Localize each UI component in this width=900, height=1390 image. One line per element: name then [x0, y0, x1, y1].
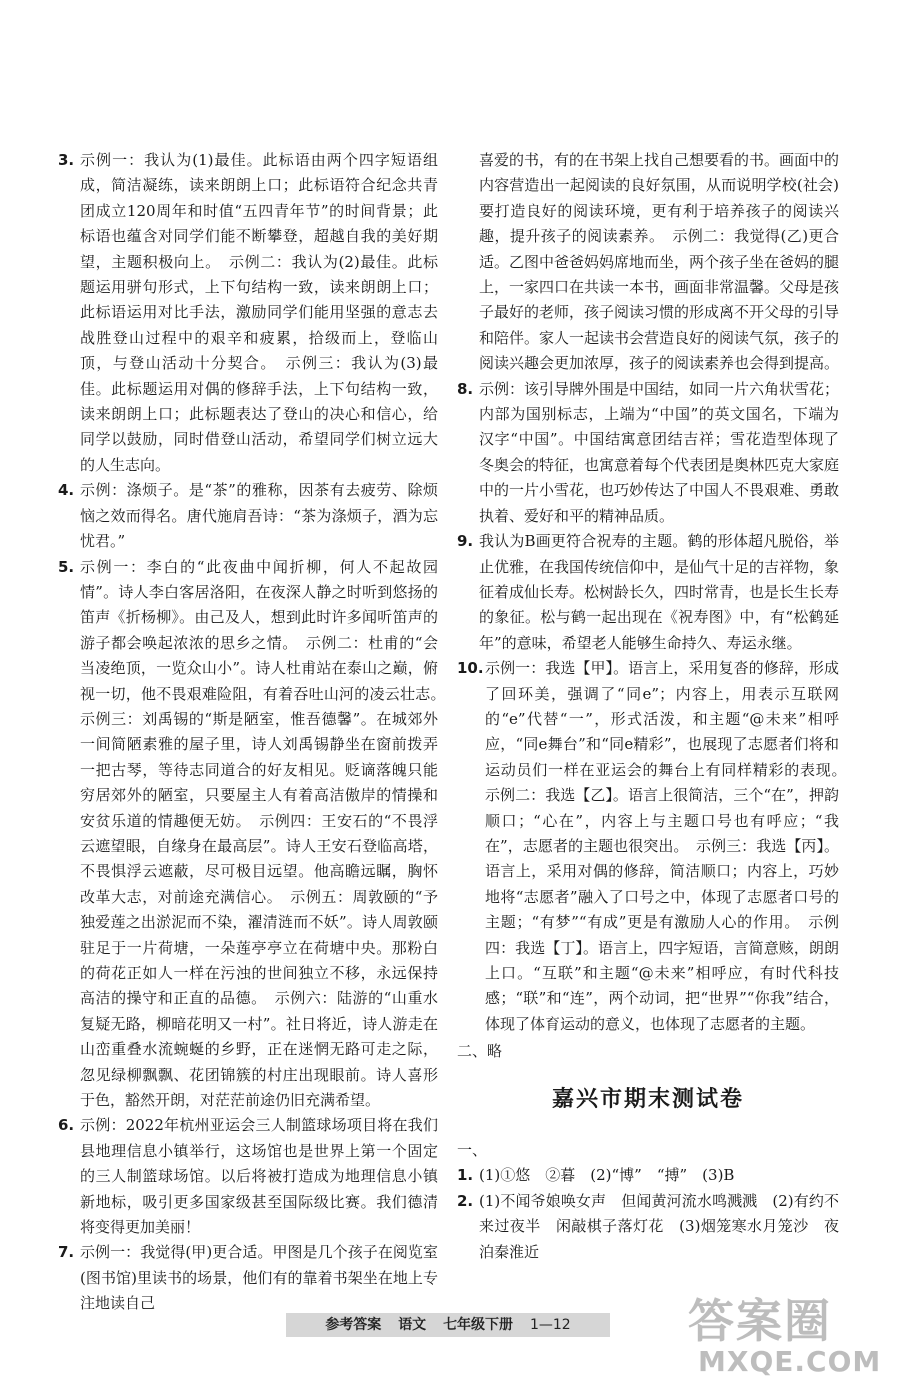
item-text: 喜爱的书，有的在书架上找自己想要看的书。画面中的内容营造出一起阅读的良好氛围，从而说明学校(社会)要打造良好的阅读环境，更有利于培养孩子的阅读兴趣，提升孩子的阅读素养。 示例二：我觉得(乙)更合适。乙图中爸爸妈妈席地而坐，两个孩子坐在爸妈的腿上，一家四口在共读一本书，画面非常温馨。父母是孩子最好的老师，孩子阅读习惯的形成离不开父母的引导和陪伴。家人一起读书会营造良好的阅读气氛，孩子的阅读兴趣会更加浓厚，孩子的阅读素养也会得到提高。 — [479, 151, 840, 373]
answer-item-5 — [58, 555, 454, 1114]
item-number: 2. — [457, 1191, 474, 1210]
answer-item-10 — [457, 656, 855, 1037]
answer-item-4 — [58, 478, 438, 554]
exam-title: 嘉兴市期末测试卷 — [551, 1086, 744, 1112]
watermark-url: MXQE.COM — [698, 1345, 882, 1378]
page-number: 1—12 — [529, 1317, 571, 1333]
section-two-label: 二、略 — [457, 1042, 503, 1061]
left-column — [58, 148, 454, 1317]
item-text: 我认为B画更符合祝寿的主题。鹤的形体超凡脱俗，举止优雅，在我国传统信仰中，是仙气十足的吉祥物，象征着成仙长寿。松树龄长久，四时常青，也是长生长寿的象征。松与鹤一起出现在《祝寿图》中，有“松鹤延年”的意味，希望老人能够生命持久、寿运永继。 — [479, 532, 840, 652]
item-number: 9. — [457, 532, 474, 551]
right-column — [457, 148, 855, 1265]
exam-item-1 — [457, 1163, 839, 1188]
answer-item-9 — [457, 529, 839, 656]
item-number: 5. — [58, 557, 75, 576]
answer-item-7 — [58, 1240, 438, 1316]
item-text: 示例一：我认为(1)最佳。此标语由两个四字短语组成，简洁凝练，读来朗朗上口；此标语符合纪念共青团成立120周年和时值“五四青年节”的时间背景；此标语也蕴含对同学们能不断攀登，超越自我的美好期望，主题积极向上。 示例二：我认为(2)最佳。此标题运用骈句形式，上下句结构一致，读来朗朗上口；此标语运用对比手法，激励同学们能用坚强的意志去战胜登山过程中的艰辛和疲累，拾级而上，登临山顶，与登山活动十分契合。 示例三：我认为(3)最佳。此标题运用对偶的修辞手法，上下句结构一致，读来朗朗上口；此标题表达了登山的决心和信心，给同学以鼓励，同时借登山活动，希望同学们树立远大的人生志向。 — [80, 151, 438, 474]
item-number: 8. — [457, 379, 474, 398]
answer-item-8 — [457, 377, 839, 529]
item-number: 1. — [457, 1166, 474, 1185]
item-number: 10. — [457, 659, 484, 678]
item-number: 3. — [58, 151, 75, 169]
item-text: 示例一：李白的“此夜曲中闻折柳，何人不起故园情”。诗人李白客居洛阳，在夜深人静之时听到悠扬的笛声《折杨柳》。由己及人，想到此时许多闻听笛声的游子都会唤起浓浓的思乡之情。 示例二：杜甫的“会当凌绝顶，一览众山小”。诗人杜甫站在泰山之巅，俯视一切，他不畏艰难险阻，有着吞吐山河的凌云壮志。 示例三：刘禹锡的“斯是陋室，惟吾德馨”。在城郊外一间简陋素雅的屋子里，诗人刘禹锡静坐在窗前拨弄一把古琴，等待志同道合的好友相见。贬谪落魄只能穷居郊外的陋室，只要屋主人有着高洁傲岸的情操和安贫乐道的情趣便无妨。 示例四：王安石的“不畏浮云遮望眼，自缘身在最高层”。诗人王安石登临高塔，不畏惧浮云遮蔽，尽可极目远望。他高瞻远瞩，胸怀改革大志，对前途充满信心。 示例五：周敦颐的“予独爱莲之出淤泥而不染，濯清涟而不妖”。诗人周敦颐驻足于一片荷塘，一朵莲亭亭立在荷塘中央。那粉白的荷花正如人一样在污浊的世间独立不移，永远保持高洁的操守和正直的品德。 示例六：陆游的“山重水复疑无路，柳暗花明又一村”。社日将近，诗人游走在山峦重叠水流蜿蜒的乡野，正在迷惘无路可走之际，忽见绿柳飘飘、花团锦簇的村庄出现眼前。诗人喜形于色，豁然开朗，对茫茫前途仍旧充满希望。 — [80, 557, 454, 1110]
item-number: 6. — [58, 1116, 75, 1135]
site-watermark — [688, 1295, 888, 1385]
item-text: (1)①悠 ②暮 (2)“博” “搏” (3)B — [479, 1166, 735, 1185]
item-number: 4. — [58, 481, 75, 500]
section-one-label: 一、 — [457, 1141, 488, 1160]
footer-subject: 语文 — [398, 1317, 427, 1333]
item-text: 示例：2022年杭州亚运会三人制篮球场项目将在我们县地理信息小镇举行，这场馆也是世界上第一个固定的三人制篮球场馆。以后将被打造成为地理信息小镇新地标，吸引更多国家级甚至国际级比赛。我们德清将变得更加美丽！ — [80, 1116, 438, 1237]
footer-label: 参考答案 — [325, 1317, 382, 1333]
page-footer — [286, 1313, 610, 1337]
item-text: 示例：涤烦子。是“茶”的雅称，因茶有去疲劳、除烦恼之效而得名。唐代施肩吾诗：“茶为涤烦子，酒为忘忧君。” — [80, 481, 438, 551]
item-number: 7. — [58, 1243, 75, 1262]
footer-grade: 七年级下册 — [443, 1317, 514, 1333]
item-text: 示例一：我选【甲】。语言上，采用复沓的修辞，形成了回环美，强调了“同e”；内容上，用表示互联网的“e”代替“一”，形式活泼，和主题“@未来”相呼应，“同e舞台”和“同e精彩”，也展现了志愿者们将和运动员们一样在亚运会的舞台上有同样精彩的表现。 示例二：我选【乙】。语言上很简洁，三个“在”，押韵顺口；“心在”，内容上与主题口号也有呼应；“我在”，志愿者的主题也很突出。 示例三：我选【丙】。语言上，采用对偶的修辞，简洁顺口；内容上，巧妙地将“志愿者”融入了口号之中，体现了志愿者口号的主题；“有梦”“有成”更是有激励人心的作用。 示例四：我选【丁】。语言上，四字短语，言简意赅，朗朗上口。“互联”和主题“@未来”相呼应，有时代科技感；“联”和“连”，两个动词，把“世界”“你我”结合，体现了体育运动的意义，也体现了志愿者的主题。 — [485, 659, 855, 1033]
exam-item-2 — [457, 1189, 839, 1265]
answer-item-7-continued — [457, 148, 839, 377]
indent-spacer — [457, 148, 479, 377]
answer-item-3 — [58, 148, 438, 478]
answer-item-6 — [58, 1113, 438, 1240]
item-text: (1)不闻爷娘唤女声 但闻黄河流水鸣溅溅 (2)有约不来过夜半 闲敲棋子落灯花 (3)烟笼寒水月笼沙 夜泊秦淮近 — [479, 1191, 839, 1261]
item-text: 示例：该引导牌外围是中国结，如同一片六角状雪花；内部为国别标志，上端为“中国”的英文国名，下端为汉字“中国”。中国结寓意团结吉祥；雪花造型体现了冬奥会的特征，也寓意着每个代表团是奥林匹克大家庭中的一片小雪花，也巧妙传达了中国人不畏艰难、勇敢执着、爱好和平的精神品质。 — [479, 379, 840, 525]
watermark-logo-text: 答案圈 — [688, 1294, 832, 1348]
item-text: 示例一：我觉得(甲)更合适。甲图是几个孩子在阅览室(图书馆)里读书的场景，他们有的靠着书架坐在地上专注地读自己 — [80, 1243, 438, 1313]
